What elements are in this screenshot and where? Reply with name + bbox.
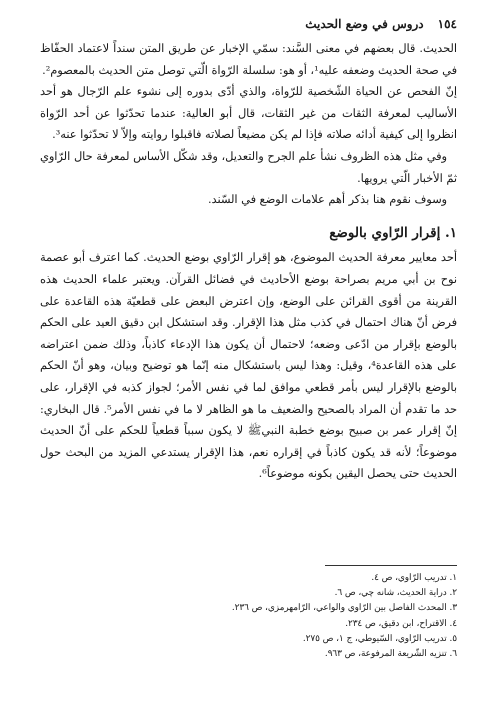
footnote-item: ٦. تنزيه الشّريعة المرفوعة، ص ٩٦٣. <box>324 649 457 660</box>
paragraph-jarh-tadil: وفي مثل هذه الظروف نشأ علم الجرح والتعديل، وقد شكّل الأساس لمعرفة حال الرّاوي ثمّ الأخبار الّتي يرويها. <box>40 149 457 185</box>
footnotes-list <box>40 571 457 662</box>
section-paragraph: أحد معايير معرفة الحديث الموضوع، هو إقرار الرّاوي بوضع الحديث. كما اعترف أبو عصمة نوح بن أبي مريم بصراحة بوضع الأحاديث في فضائل القرآن. ويعتبر علماء الحديث هذه القرينة من أقوى القرائن على الوضع، وإن اعترض البعض على قطعيّة هذه القاعدة على فرض أنّ هناك احتمال في كذب مثل هذا الإقرار. وقد استشكل ابن دقيق العيد على الحكم بالوضع بإقرار من ادّعى وضعه؛ لاحتمال أن يكون هذا الإدعاء كاذباً، وذلك ضمن اعتراضه على هذه القاعدة⁴، وقيل: وهذا ليس باستشكال منه إنّما هو توضيح وبيان، وهو أنّ الحكم بالوضع بالإقرار ليس بأمر قطعي موافق لما في نفس الأمر؛ لجواز كذبه في الإقرار، على حد ما تقدم أن المراد بالصحيح والضعيف ما هو الظاهر لا ما في نفس الأمر⁵. قال البخاري: إنّ إقرار عمر بن صبيح بوضع خطبة النبيﷺ لا يكون سبباً قطعياً للحكم على أنّ الحديث موضوعاً؛ لأنه قد يكون كاذباً في إقراره نعم، هذا الإقرار يستدعي المزيد من البحث حول الحديث حتى يحصل اليقين بكونه موضوعاً⁶. <box>40 251 458 481</box>
footnote-divider <box>325 565 457 566</box>
page-body <box>40 38 457 485</box>
footnote-item: ٣. المحدث الفاصل بين الرّاوي والواعي، الرّامهرمزي، ص ٢٣٦. <box>231 603 457 614</box>
paragraph-intro-signs: وسوف نقوم هنا بذكر أهم علامات الوضع في السّند. <box>207 193 447 207</box>
section-heading: ١. إقرار الرّاوي بالوضع <box>329 224 457 241</box>
footnote-item: ٤. الاقتراح، ابن دقيق، ص ٢٣٤. <box>345 618 457 629</box>
page-number: ١٥٤ <box>437 17 457 31</box>
footnote-item: ٢. دراية الحديث، شانه چي، ص ٦. <box>334 588 457 599</box>
paragraph-sanad-definition: الحديث. قال بعضهم في معنى السَّند: سمّي الإخبار عن طريق المتن سنداً لاعتماد الحفّاظ في صحة الحديث وضعفه عليه¹، أو هو: سلسلة الرّواة الّتي توصل متن الحديث بالمعصوم². <box>40 42 457 77</box>
footnote-item: ٥. تدريب الرّاوي، السّيوطي، ج ١، ص ٢٧٥. <box>302 633 457 644</box>
footnote-item: ١. تدريب الرّاوي، ص ٤. <box>371 573 457 583</box>
paragraph-rijal: إنّ الفحص عن الحياة الشّخصية للرّواة، والذي أدّى بدوره إلى نشوء علم الرّجال هو أحد الأساليب لمعرفة الثقات من غير الثقات، قال أبو العالية: عندما تحدّثوا عن أحد الرّواة انظروا إلى كيفية أدائه صلاته فإذا لم يكن مضيعاً لصلاته فاقبلوا روايته وإلاّ لا تحدّثوا عنه³. <box>40 85 457 142</box>
running-title: دروس في وضع الحديث <box>305 17 424 31</box>
running-header <box>40 14 457 34</box>
